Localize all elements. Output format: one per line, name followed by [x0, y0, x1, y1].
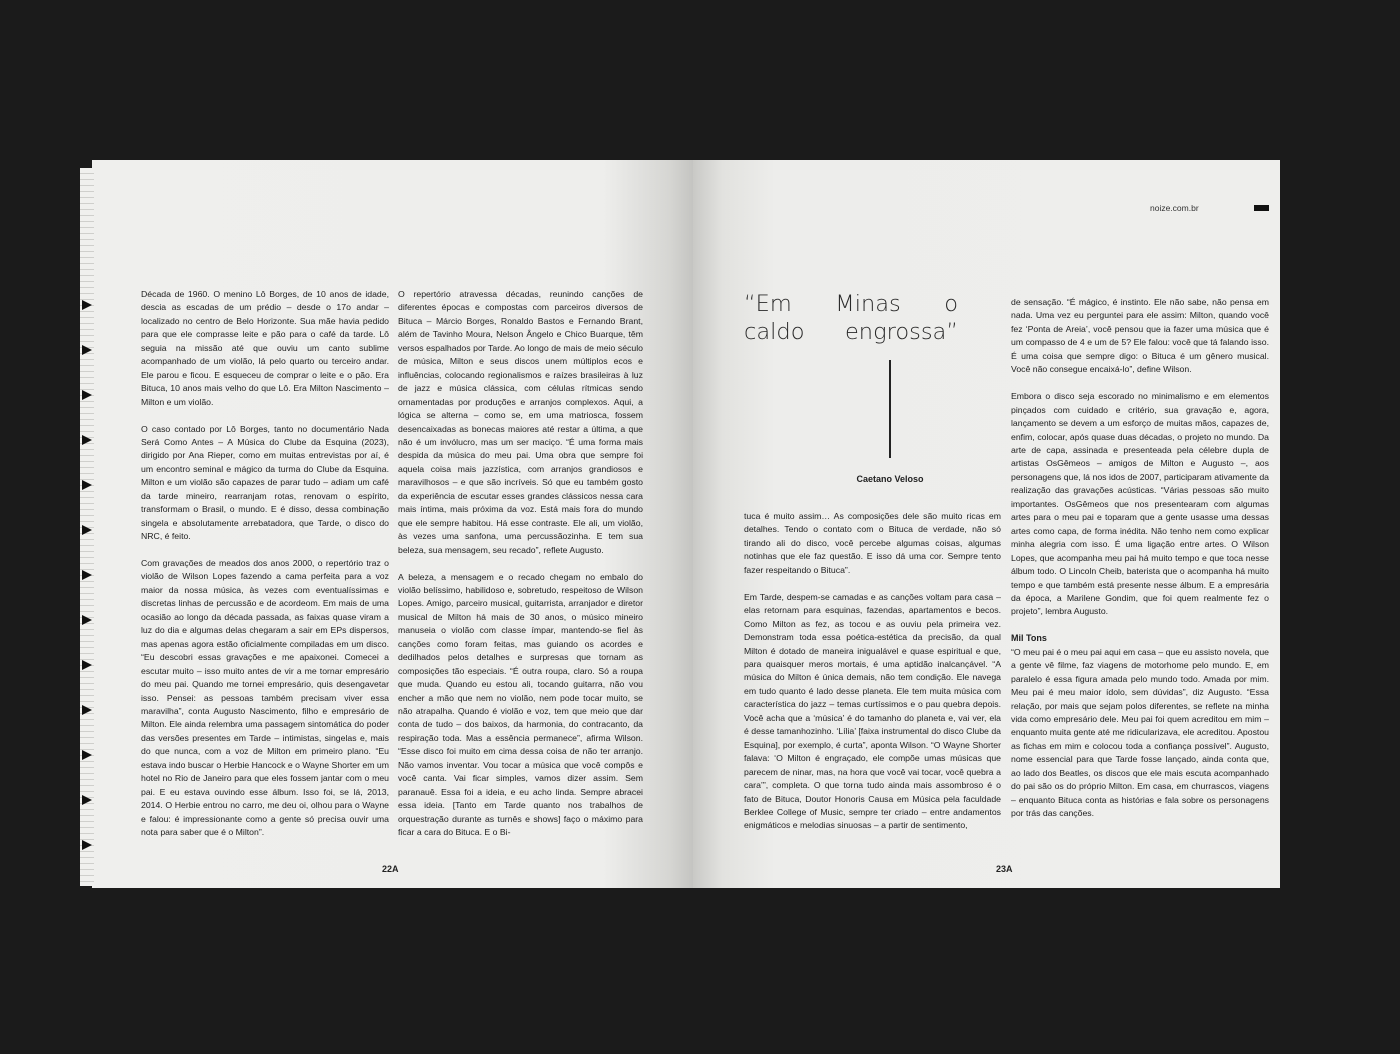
left-column-1	[141, 288, 389, 840]
site-marker-bar	[1254, 205, 1269, 211]
paragraph: O repertório atravessa décadas, reunindo canções de diferentes épocas e compostas com parceiros diversos de Bituca – Márcio Borges, Ronaldo Bastos e Fernando Brant, além de Tavinho Moura, Nelson Ângelo e Chico Buarque, têm versos espalhados por Tarde. Ao longo de mais de meio século de música, Milton e seus discos unem múltiplos ecos e influências, colocando regionalismos e raízes brasileiras à luz de jazz e música clássica, com células rítmicas sendo ornamentadas por produções e arranjos complexos. Aqui, a lógica se alterna – como se, em uma matriosca, fossem desencaixadas as bonecas maiores até restar a última, a que não é um invólucro, mas um ser maciço. “É uma forma mais despida da música do meu pai. Uma obra que sempre foi aquela coisa mais jazzística, com arranjos grandiosos e maravilhosos – e que são incríveis. Só que eu também gosto da experiência de escutar esses grandes clássicos nessa cara mais íntima, mais próxima da voz. Está mais fora do mundo que ele sempre habitou. Há esse contraste. Ele ali, um violão, às vezes uma sanfona, uma percussãozinha. E tem sua beleza, sua mensagem, seu recado”, reflete Augusto.	[398, 289, 643, 555]
quote-word: o	[944, 291, 958, 317]
quote-word: Minas	[835, 291, 901, 317]
left-column-2	[398, 288, 643, 840]
paragraph: de sensação. “É mágico, é instinto. Ele não sabe, não pensa em nada. Uma vez eu perguntei para ele assim: Milton, quando você fez ‘Ponta de Areia’, você pensou que ia fazer uma música que é um compasso de 4 e um de 5? Ele falou: você que tá falando isso. É uma coisa que sempre digo: o Bituca é um gênero musical. Você não consegue encaixá-lo”, define Wilson.	[1011, 297, 1269, 375]
quote-word: caldo	[744, 319, 805, 345]
quote-vertical-rule	[889, 360, 891, 458]
paragraph: Em Tarde, despem-se camadas e as canções voltam para casa – elas retornam para esquinas, fazendas, apartamentos e becos. Como Milton as fez, as tocou e as ouviu pela primeira vez. Demonstram toda essa poética-estética da precisão, da qual Milton é dotado de maneira inigualável e quase espiritual e que, para quaisquer meros mortais, é uma aptidão inalcançável. “A música do Milton é única demais, não tem condição. Ele navega em tudo quanto é lado desse planeta. Ele tem muita música com característica do jazz – temas curtíssimos e o pau quebra depois. Você acha que a ‘música’ é do tamanho do planeta e, vai ver, ela é desse tamanhozinho. ‘Lília’ [faixa instrumental do disco Clube da Esquina], por exemplo, é curta”, aponta Wilson. “O Wayne Shorter falava: ‘O Milton é engraçado, ele compõe umas músicas que parecem de ninar, mas, na hora que você vai tocar, você quebra a cara’”, completa. O que torna tudo ainda mais assombroso é o fato de Bituca, Doutor Honoris Causa em Música pela faculdade Berklee College of Music, sempre ter criado – entre andamentos enigmáticos e melodias sinuosas – a partir de sentimento,	[744, 591, 1001, 831]
paragraph: Embora o disco seja escorado no minimalismo e em elementos pinçados com cuidado e critério, sua gravação e, agora, lançamento se devem a um esforço de muitas mãos, capazes de, enfim, colocar, após quase duas décadas, o projeto no mundo. Da arte de capa, assinada e presenteada pela célebre dupla de artistas OsGêmeos – amigos de Milton e Augusto –, aos personagens que, lá nos idos de 2007, participaram ativamente da realização das gravações acústicas. “Várias pessoas são muito importantes. OsGêmeos que nos presentearam com algumas artes para o meu pai e toparam que a gente usasse uma dessas artes como capa, de forma inédita. Não tenho nem como explicar minha alegria com isso. É uma ligação entre artes. O Wilson Lopes, que acompanha meu pai há muito tempo e que toca nesse álbum todo. O Lincoln Cheib, baterista que o acompanha há muito tempo e que também está presente nesse álbum. E a empresária da época, a Marilene Gondim, que foi quem realmente fez o projeto”, lembra Augusto.	[1011, 391, 1269, 617]
paragraph: Com gravações de meados dos anos 2000, o repertório traz o violão de Wilson Lopes fazendo a cama perfeita para a voz maior da nossa música, às vezes com eventualíssimas e discretas linhas de percussão e de acordeom. Em mais de uma ocasião ao longo da década passada, as faixas quase viram a luz do dia e algumas delas chegaram a sair em EPs dispersos, mas apenas agora estão oficialmente compiladas em um disco. “Eu descobri essas gravações e me apaixonei. Comecei a escutar muito – isso muito antes de vir a me tornar empresário do meu pai. Quando me tornei empresário, quis desengavetar isso. Pensei: as pessoas também precisam viver essa maravilha”, conta Augusto Nascimento, filho e empresário de Milton. Ele ainda relembra uma passagem sintomática do poder das versões presentes em Tarde – intimistas, singelas e, mais do que nunca, com a voz de Milton em primeiro plano. “Eu estava indo buscar o Herbie Hancock e o Wayne Shorter em um hotel no Rio de Janeiro para que eles fossem jantar com o meu pai. E eu estava ouvindo esse álbum. Isso foi, se lá, 2013, 2014. O Herbie entrou no carro, me deu oi, olhou para o Wayne e falou: é impressionante como a gente só precisa ouvir uma nota para saber que é o Milton”.	[141, 558, 389, 838]
paragraph: tuca é muito assim… As composições dele são muito ricas em detalhes. Tendo o contato com o Bituca de verdade, não só tirando ali do disco, você percebe algumas coisas, algumas notinhas que ele faz questão. E isso dá uma cor. Sempre tento fazer respeitando o Bituca”.	[744, 511, 1001, 575]
pull-quote-line-1	[744, 290, 958, 318]
paragraph: A beleza, a mensagem e o recado chegam no embalo do violão belíssimo, habilidoso e, sobretudo, respeitoso de Wilson Lopes. Amigo, parceiro musical, guitarrista, arranjador e diretor musical de Milton há mais de 30 anos, o músico mineiro manuseia o violão com classe ímpar, mantendo-se fiel às canções como foram feitas, mas guiando os acordes e dedilhados pelos detalhes e surpresas que tornam as composições tão especiais. “É outra roupa, claro. Só a roupa que muda. Quando eu estou ali, tocando guitarra, não vou encher a mão que nem no violão, nem pode tocar muito, se não atrapalha. Quando é violão e voz, tem que meio que dar conta de tudo – dos baixos, da harmonia, do contracanto, da respiração toda. Mas a essência permanece”, afirma Wilson. “Esse disco foi muito em cima dessa coisa de não ter arranjo. Não vamos inventar. Vou tocar a música que você compôs e você canta. Vai ficar simples, vamos dizer assim. Sem paranauê. Essa foi a ideia, e eu acho linda. Sempre abracei essa ideia. [Tanto em Tarde quanto nos trabalhos de orquestração durante as turnês e shows] faço o máximo para ficar a cara do Bituca. E o Bi-	[398, 571, 643, 838]
right-column-1	[744, 510, 1001, 833]
pull-quote	[744, 290, 958, 346]
quote-author: Caetano Veloso	[856, 474, 924, 484]
site-url: noize.com.br	[1150, 203, 1199, 213]
quote-word: “Em	[744, 291, 792, 317]
section-heading: Mil Tons	[1011, 633, 1047, 644]
quote-word: engrossa”	[844, 319, 958, 345]
pull-quote-line-2	[744, 318, 958, 346]
page-number-left: 22A	[382, 864, 399, 874]
right-column-2	[1011, 296, 1269, 821]
paragraph: Década de 1960. O menino Lô Borges, de 10 anos de idade, descia as escadas de um prédio – desde o 17o andar – localizado no centro de Belo Horizonte. Sua mãe havia pedido para que ele comprasse leite e pão para o café da tarde. Lô seguia na missão até que ouviu um canto sublime acompanhado de um violão, lá pelo quarto ou terceiro andar. Ele parou e ficou. E esqueceu de comprar o leite e o pão. Era Bituca, 10 anos mais velho do que Lô. Era Milton Nascimento – Milton e um violão.	[141, 289, 389, 407]
paragraph: O caso contado por Lô Borges, tanto no documentário Nada Será Como Antes – A Música do Clube da Esquina (2023), dirigido por Ana Rieper, como em muitas entrevistas por aí, é um encontro seminal e mágico da turma do Clube da Esquina. Milton e um violão são capazes de parar tudo – adiam um café da tarde mineiro, rearranjam rotas, renovam o espírito, transformam o Brasil, o mundo. E é disso, dessa combinação singela e absolutamente arrebatadora, que Tarde, o disco do NRC, é feito.	[141, 423, 389, 542]
paragraph: “O meu pai é o meu pai aqui em casa – que eu assisto novela, que a gente vê filme, faz viagens de motorhome pelo mundo. E, em paralelo é essa figura amada pelo mundo todo. Amada por mim. Meu pai é meu maior ídolo, sem dúvidas”, diz Augusto. “Essa relação, por mais que sejam polos diferentes, se reflete na minha vida como empresário dele. Meu pai foi quem acreditou em mim – enquanto muita gente até me ridicularizava, ele acreditou. Apostou as fichas em mim e colocou toda a confiança possível”. Augusto, nome essencial para que Tarde fosse lançado, ainda conta que, ao lado dos Beatles, os discos que ele mais escuta acompanhado do pai são os do próprio Milton. Em casa, em churrascos, viagens – enquanto Bituca conta as histórias e fala sobre os personagens por trás das canções.	[1011, 646, 1269, 819]
page-number-right: 23A	[996, 864, 1013, 874]
